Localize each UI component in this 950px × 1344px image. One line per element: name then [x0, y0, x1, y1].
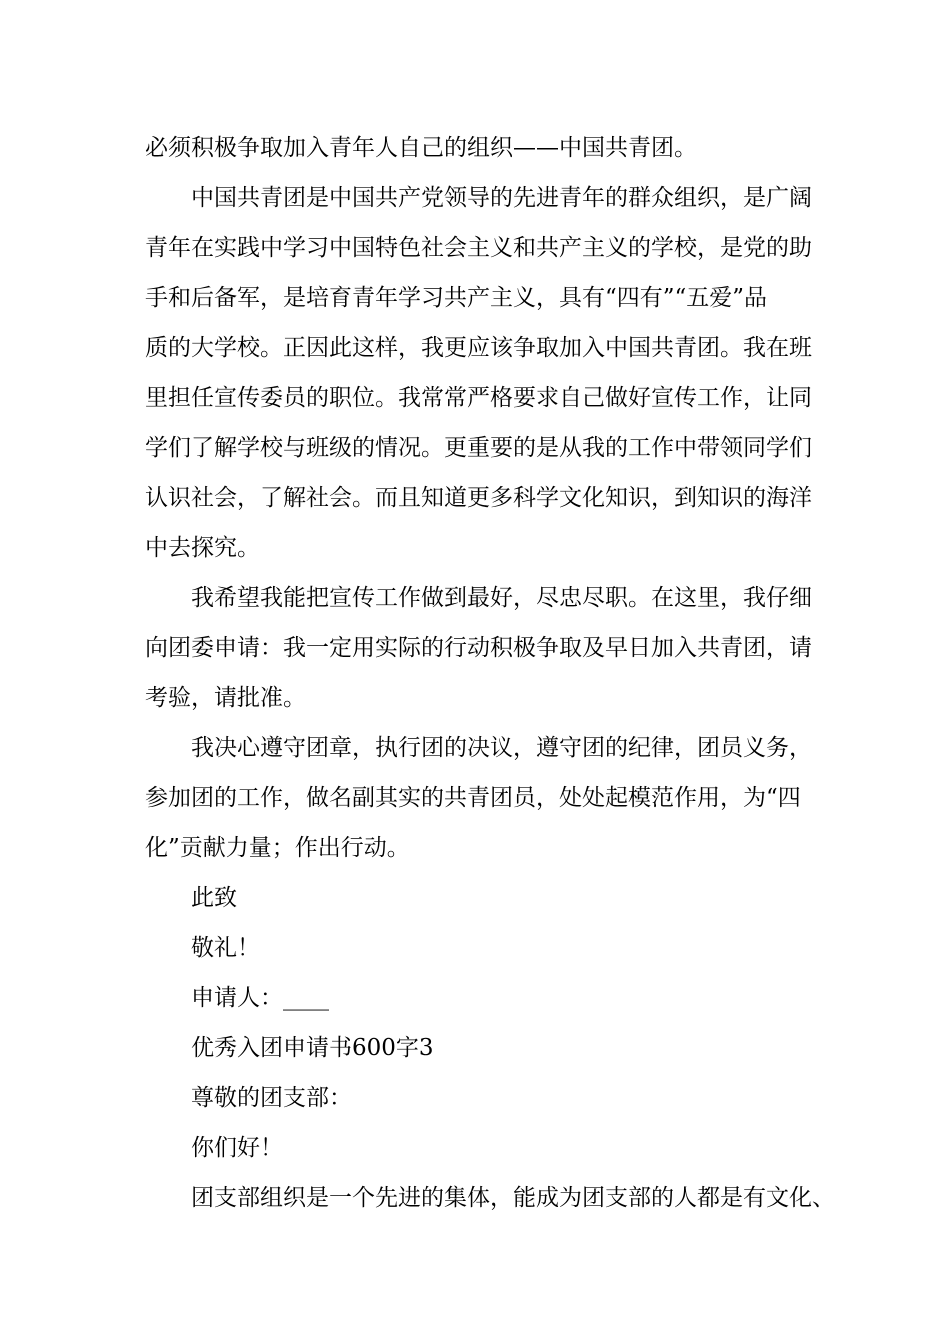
- closing-line: 此致: [191, 885, 237, 911]
- text-line: 里担任宣传委员的职位。我常常严格要求自己做好宣传工作，让同: [145, 385, 812, 411]
- text-line: 手和后备军，是培育青年学习共产主义，具有“四有”“五爱”品: [145, 285, 768, 311]
- text-line: 青年在实践中学习中国特色社会主义和共产主义的学校，是党的助: [145, 235, 812, 261]
- paragraph-start-line: 团支部组织是一个先进的集体，能成为团支部的人都是有文化、: [191, 1185, 835, 1211]
- applicant-line: 申请人：____: [191, 985, 329, 1011]
- paragraph-start-line: 中国共青团是中国共产党领导的先进青年的群众组织，是广阔: [191, 185, 812, 211]
- paragraph-start-line: 我决心遵守团章，执行团的决议，遵守团的纪律，团员义务，: [191, 735, 812, 761]
- document-page: [145, 128, 835, 1228]
- text-line: 向团委申请：我一定用实际的行动积极争取及早日加入共青团，请: [145, 635, 812, 661]
- addressee-line: 尊敬的团支部：: [191, 1085, 352, 1111]
- text-line: 必须积极争取加入青年人自己的组织——中国共青团。: [145, 135, 697, 161]
- section-title: 优秀入团申请书600字3: [191, 1035, 434, 1061]
- text-line: 学们了解学校与班级的情况。更重要的是从我的工作中带领同学们: [145, 435, 812, 461]
- text-line: 质的大学校。正因此这样，我更应该争取加入中国共青团。我在班: [145, 335, 812, 361]
- text-line: 中去探究。: [145, 535, 260, 561]
- text-line: 认识社会，了解社会。而且知道更多科学文化知识，到知识的海洋: [145, 485, 812, 511]
- text-line: 化”贡献力量；作出行动。: [145, 835, 410, 861]
- paragraph-start-line: 我希望我能把宣传工作做到最好，尽忠尽职。在这里，我仔细: [191, 585, 812, 611]
- greeting-line: 你们好！: [191, 1135, 283, 1161]
- text-line: 考验，请批准。: [145, 685, 306, 711]
- text-line: 参加团的工作，做名副其实的共青团员，处处起模范作用，为“四: [145, 785, 801, 811]
- salutation-line: 敬礼！: [191, 935, 260, 961]
